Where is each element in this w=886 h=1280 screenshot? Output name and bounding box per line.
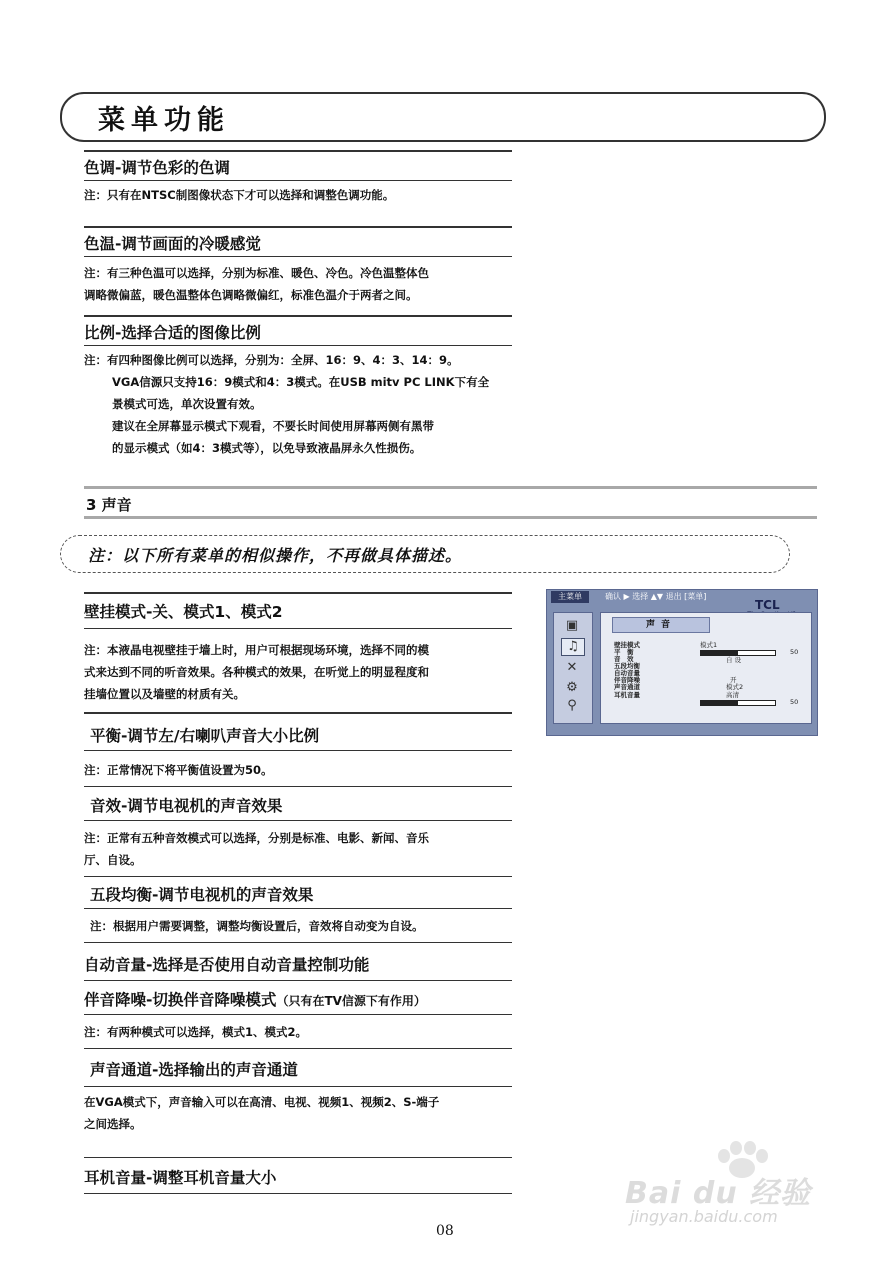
divider — [84, 1086, 512, 1087]
section-heading-color-temp: 色温-调节画面的冷暖感觉 — [84, 235, 261, 253]
osd-row-value: 模式1 — [700, 641, 718, 649]
divider — [84, 150, 512, 152]
section-heading-audio-channel: 声音通道-选择输出的声音通道 — [90, 1061, 298, 1079]
osd-row-value: 开 — [730, 676, 737, 684]
divider — [84, 180, 512, 181]
osd-row-label: 伴音降噪 — [614, 676, 640, 684]
tcl-logo: TCL — [755, 598, 780, 612]
section-heading-wall-mode: 壁挂模式-关、模式1、模式2 — [84, 603, 283, 621]
osd-row-value: 模式2 — [726, 683, 744, 691]
section-heading-headphone-volume: 耳机音量-调整耳机音量大小 — [84, 1169, 277, 1187]
note-noise-reduction: 注：有两种模式可以选择，模式1、模式2。 — [84, 1025, 308, 1039]
divider — [84, 876, 512, 877]
osd-row-label: 音 效 — [614, 655, 634, 663]
divider — [84, 820, 512, 821]
note-wall-mode: 注：本液晶电视壁挂于墙上时，用户可根据现场环境，选择不同的模 式来达到不同的听音效果。各种模式的效果，在听觉上的明显程度和 挂墙位置以及墙壁的材质有关。 — [84, 643, 429, 701]
osd-header: 声音 — [612, 617, 710, 633]
divider — [84, 628, 512, 629]
osd-row-label: 平 衡 — [614, 648, 634, 656]
osd-row-value: 高清 — [726, 691, 739, 699]
divider — [84, 345, 512, 346]
osd-menu-tab: 主菜单 — [551, 591, 589, 603]
dashed-note-text: 注：以下所有菜单的相似操作，不再做具体描述。 — [88, 546, 463, 565]
watermark-logo: Bai du 经验 — [625, 1176, 812, 1211]
note-color-temp: 注：有三种色温可以选择，分别为标准、暖色、冷色。冷色温整体色 调略微偏蓝，暖色温整体色调略微偏红，标准色温介于两者之间。 — [84, 266, 429, 302]
tools-icon: ✕ — [566, 660, 578, 675]
section-heading-balance: 平衡-调节左/右喇叭声音大小比例 — [90, 727, 320, 745]
osd-row-label: 声音通道 — [614, 683, 640, 691]
note-equalizer: 注：根据用户需要调整，调整均衡设置后，音效将自动变为自设。 — [90, 919, 424, 933]
osd-row-label: 壁挂模式 — [614, 641, 640, 649]
section-heading-noise-reduction: 伴音降噪-切换伴音降噪模式（只有在TV信源下有作用） — [84, 991, 426, 1009]
osd-row-label: 自动音量 — [614, 669, 640, 677]
section-label: 3 声音 — [86, 496, 132, 514]
osd-row-number: 50 — [790, 648, 799, 656]
note-hue: 注：只有在NTSC制图像状态下才可以选择和调整色调功能。 — [84, 188, 395, 202]
section-heading-auto-volume: 自动音量-选择是否使用自动音量控制功能 — [84, 956, 370, 974]
divider — [84, 315, 512, 317]
picture-icon: ▣ — [565, 618, 579, 633]
divider — [84, 712, 512, 714]
osd-balance-fill — [701, 651, 738, 655]
divider — [84, 786, 512, 787]
osd-row-label: 五段均衡 — [614, 662, 640, 670]
note-aspect: 注：有四种图像比例可以选择，分别为：全屏、16：9、4：3、14：9。 VGA信源只支持16：9模式和4：3模式。在USB mitv PC LINK下有全 景模式可选，单次设置有效。 建议在全屏幕显示模式下观看，不要长时间使用屏幕两侧有黑带 的显示模式（如4：3模式等），以免导致液晶屏永久性损伤。 — [84, 353, 490, 455]
osd-headphone-fill — [701, 701, 738, 705]
osd-row-number: 50 — [790, 698, 799, 706]
section-bar — [84, 486, 817, 489]
divider — [84, 256, 512, 257]
osd-row-label: 耳机音量 — [614, 691, 640, 699]
section-heading-sound-effect: 音效-调节电视机的声音效果 — [90, 797, 283, 815]
divider — [84, 1048, 512, 1049]
divider — [84, 1014, 512, 1015]
section-heading-equalizer: 五段均衡-调节电视机的声音效果 — [90, 886, 314, 904]
sound-icon: ♫ — [561, 638, 585, 656]
divider — [84, 980, 512, 981]
note-sound-effect: 注：正常有五种音效模式可以选择，分别是标准、电影、新闻、音乐 厅、自设。 — [84, 831, 429, 867]
divider — [84, 592, 512, 594]
divider — [84, 750, 512, 751]
section-heading-aspect: 比例-选择合适的图像比例 — [84, 324, 261, 342]
settings-icon: ⚙ — [566, 680, 578, 695]
divider — [84, 226, 512, 228]
page-number: 08 — [436, 1223, 454, 1239]
page-title: 菜单功能 — [98, 105, 230, 136]
divider — [84, 1157, 512, 1158]
osd-headphone-bar — [700, 700, 776, 706]
section-heading-hue: 色调-调节色彩的色调 — [84, 159, 230, 177]
divider — [84, 942, 512, 943]
divider — [84, 1193, 512, 1194]
note-audio-channel: 在VGA模式下，声音输入可以在高清、电视、视频1、视频2、S-端子 之间选择。 — [84, 1095, 440, 1131]
search-icon: ⚲ — [567, 698, 577, 713]
section-bar — [84, 516, 817, 519]
osd-row-value: 自 设 — [726, 656, 742, 664]
divider — [84, 908, 512, 909]
osd-nav-hint: 确认 ▶ 选择 ▲▼ 退出 [菜单] — [605, 592, 707, 601]
note-balance: 注：正常情况下将平衡值设置为50。 — [84, 763, 273, 777]
watermark-url: jingyan.baidu.com — [630, 1207, 778, 1226]
